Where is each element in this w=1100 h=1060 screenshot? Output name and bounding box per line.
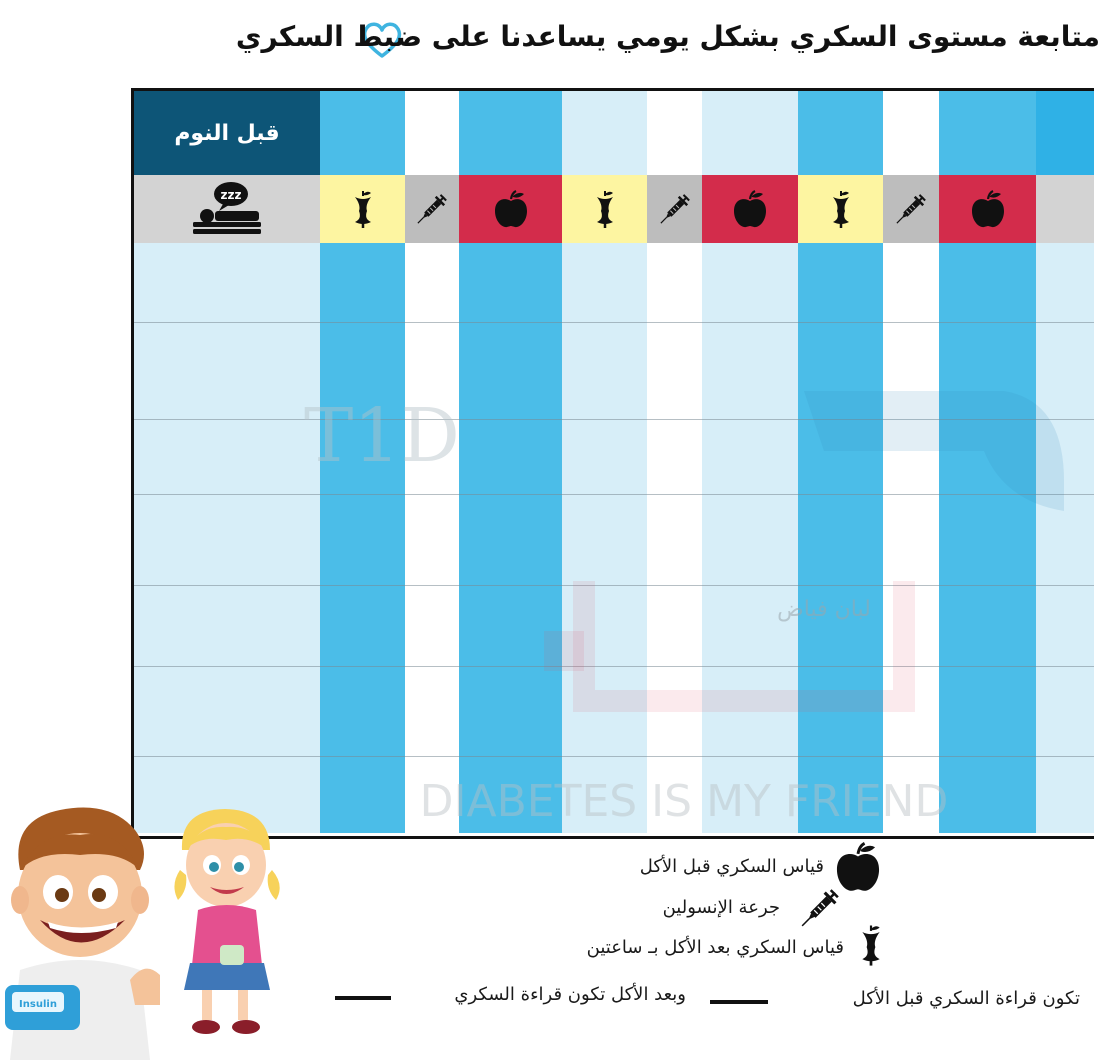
header-bedtime-label: قبل النوم [174,120,280,146]
subheader-breakfast-insulin [883,175,939,243]
apple-core-icon [858,922,884,968]
boy-illustration [0,800,175,1060]
apple-icon [970,190,1006,228]
dash-after [335,996,391,1000]
page-title: متابعة مستوى السكري بشكل يومي يساعدنا على ضبط السكري [235,20,1100,53]
row-line [134,756,1094,757]
girl-illustration [170,805,290,1050]
device-label: Insulin [19,999,57,1010]
note-after-meal: وبعد الأكل تكون قراءة السكري [454,984,686,1005]
watermark-name: لبان فياض [777,597,871,622]
apple-core-icon [593,189,617,229]
legend-insulin: جرعة الإنسولين [662,897,780,918]
apple-icon [493,190,529,228]
title-row [235,8,1100,68]
row-line [134,419,1094,420]
bed-bubble-text: zzz [220,188,242,202]
subheader-dinner-insulin [405,175,459,243]
header-bedtime [134,91,320,175]
bed-icon [187,178,267,240]
glucose-log-table [131,88,1094,839]
syringe-icon [413,190,451,228]
apple-core-icon [829,189,853,229]
subheader-lunch-before [702,175,798,243]
watermark-t1d: T1D [304,393,460,479]
dash-before [710,1000,768,1004]
subheader-lunch-insulin [647,175,702,243]
watermark-english: DIABETES IS MY FRIEND [419,776,949,827]
subheader-bedtime [134,175,320,243]
syringe-icon [892,190,930,228]
subheader-dinner-after [320,175,405,243]
row-line [134,322,1094,323]
row-line [134,585,1094,586]
subheader-lunch-after [562,175,647,243]
subheader-partial-right [1036,175,1094,243]
subheader-breakfast-before [939,175,1036,243]
row-line [134,666,1094,667]
legend-before-meal: قياس السكري قبل الأكل [639,856,824,877]
row-line [134,494,1094,495]
note-before-meal: تكون قراءة السكري قبل الأكل [852,988,1080,1009]
subheader-dinner-before [459,175,562,243]
apple-icon [732,190,768,228]
subheader-breakfast-after [798,175,883,243]
apple-core-icon [351,189,375,229]
syringe-icon [796,884,844,932]
syringe-icon [656,190,694,228]
legend-after-meal: قياس السكري بعد الأكل بـ ساعتين [586,937,844,958]
header-partial-right [1036,91,1094,175]
